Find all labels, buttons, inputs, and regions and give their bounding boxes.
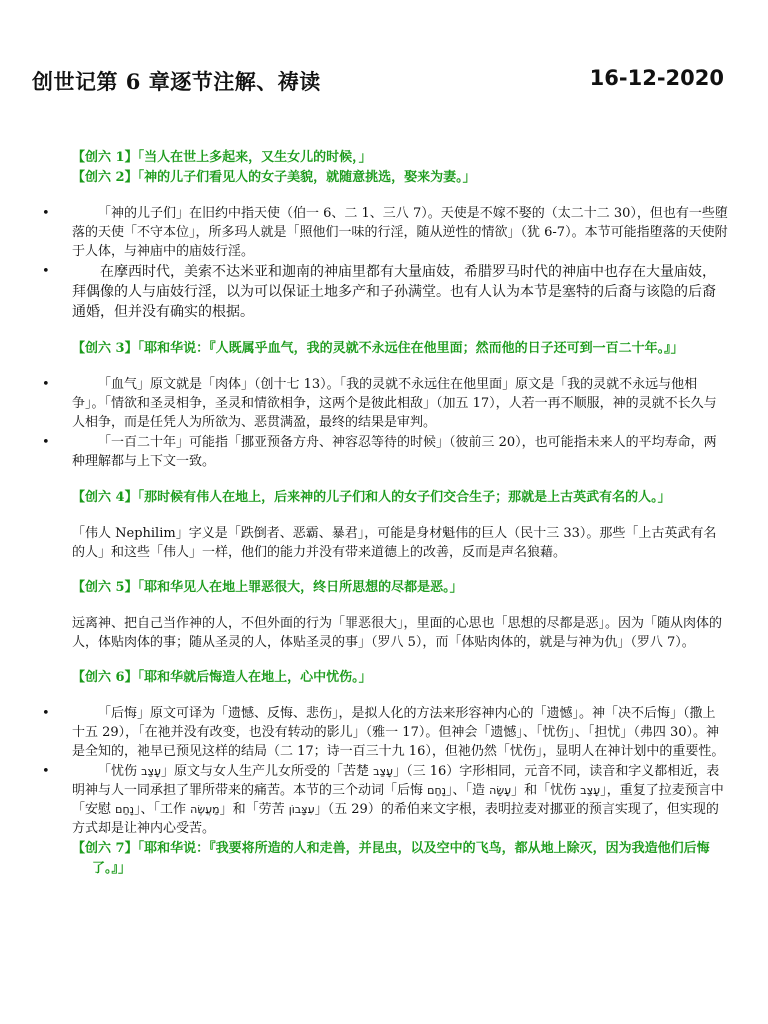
notes-list-2 <box>72 375 728 471</box>
verse-gen-6-6: 【创六 6】「耶和华就后悔造人在地上，心中忧伤。」 <box>72 670 372 685</box>
note-item: • 「血气」原文就是「肉体」（创十七 13）。「我的灵就不永远住在他里面」原文是「我的灵就不永远与他相争」。「情欲和圣灵相争，圣灵和情欲相争，这两个是彼此相敌」（加五 17），人若一再不顺服，神的灵就不长久与人相争，而是任凭人为所欲为、恶贯满盈，最终的结果是审判。 <box>72 375 728 432</box>
verse-gen-6-3: 【创六 3】「耶和华说：『人既属乎血气，我的灵就不永远住在他里面；然而他的日子还可到一百二十年。』」 <box>72 341 684 356</box>
page-title: 创世记第 6 章逐节注解、祷读 <box>32 69 321 94</box>
verse-gen-6-2: 【创六 2】「神的儿子们看见人的女子美貌，就随意挑选，娶来为妻。」 <box>72 170 476 185</box>
verse-gen-6-5: 【创六 5】「耶和华见人在地上罪恶很大，终日所思想的尽都是恶。」 <box>72 580 463 595</box>
page-date: 16-12-2020 <box>589 66 724 90</box>
note-item: • 「后悔」原文可译为「遗憾、反悔、悲伤」，是拟人化的方法来形容神内心的「遗憾」。神「决不后悔」（撒上十五 29），「在祂并没有改变，也没有转动的影儿」（雅一 17）。但神会「遗憾」、「忧伤」、「担忧」（弗四 30）。神是全知的，祂早已预见这样的结局（二 17；诗一百三十九 16），但祂仍然「忧伤」，显明人在神计划中的重要性。 <box>72 704 728 761</box>
paragraph-evil-thoughts: 远离神、把自己当作神的人，不但外面的行为「罪恶很大」，里面的心思也「思想的尽都是恶」。因为「随从肉体的人，体贴肉体的事；随从圣灵的人，体贴圣灵的事」（罗八 5），而「体贴肉体的，就是与神为仇」（罗八 7）。 <box>72 616 723 650</box>
note-item: • 「神的儿子们」在旧约中指天使（伯一 6、二 1、三八 7）。天使是不嫁不娶的（太二十二 30），但也有一些堕落的天使「不守本位」，所多玛人就是「照他们一味的行淫，随从逆性的情欲」（犹 6-7）。本节可能指堕落的天使附于人体，与神庙中的庙妓行淫。 <box>72 204 728 261</box>
title-row <box>32 66 728 96</box>
verse-gen-6-4: 【创六 4】「那时候有伟人在地上，后来神的儿子们和人的女子们交合生子；那就是上古英武有名的人。」 <box>72 490 671 505</box>
verse-gen-6-7: 【创六 7】「耶和华说：『我要将所造的人和走兽，并昆虫，以及空中的飞鸟，都从地上除灭，因为我造他们后悔了。』」 <box>72 841 710 876</box>
note-item: • 「忧伤 עָצַב」原文与女人生产儿女所受的「苦楚 עָצַב」（三 16）字形相同，元音不同，读音和字义都相近，表明神与人一同承担了罪所带来的痛苦。本节的三个动词「后悔 נָחַם」、「造 עָשָׂה」和「忧伤 עָצַב」，重复了拉麦预言中「安慰 נָחַם」、「工作 מַעֲשֶׂה」和「劳苦 עִצָּבוֹן」（五 29）的希伯来文字根，表明拉麦对挪亚的预言实现了，但实现的方式却是让神内心受苦。 <box>72 762 728 838</box>
verse-gen-6-1: 【创六 1】「当人在世上多起来，又生女儿的时候，」 <box>72 150 372 165</box>
notes-list-1 <box>72 204 728 322</box>
note-item: • 「一百二十年」可能指「挪亚预备方舟、神容忍等待的时候」（彼前三 20），也可能指未来人的平均寿命，两种理解都与上下文一致。 <box>72 433 728 471</box>
note-item: • 在摩西时代，美索不达米亚和迦南的神庙里都有大量庙妓，希腊罗马时代的神庙中也存在大量庙妓，拜偶像的人与庙妓行淫，以为可以保证土地多产和子孙满堂。也有人认为本节是塞特的后裔与该隐的后裔通婚，但并没有确实的根据。 <box>72 262 728 322</box>
notes-list-3 <box>72 704 728 838</box>
paragraph-nephilim: 「伟人 Nephilim」字义是「跌倒者、恶霸、暴君」，可能是身材魁伟的巨人（民十三 33）。那些「上古英武有名的人」和这些「伟人」一样，他们的能力并没有带来道德上的改善，反而是声名狼藉。 <box>72 526 717 560</box>
